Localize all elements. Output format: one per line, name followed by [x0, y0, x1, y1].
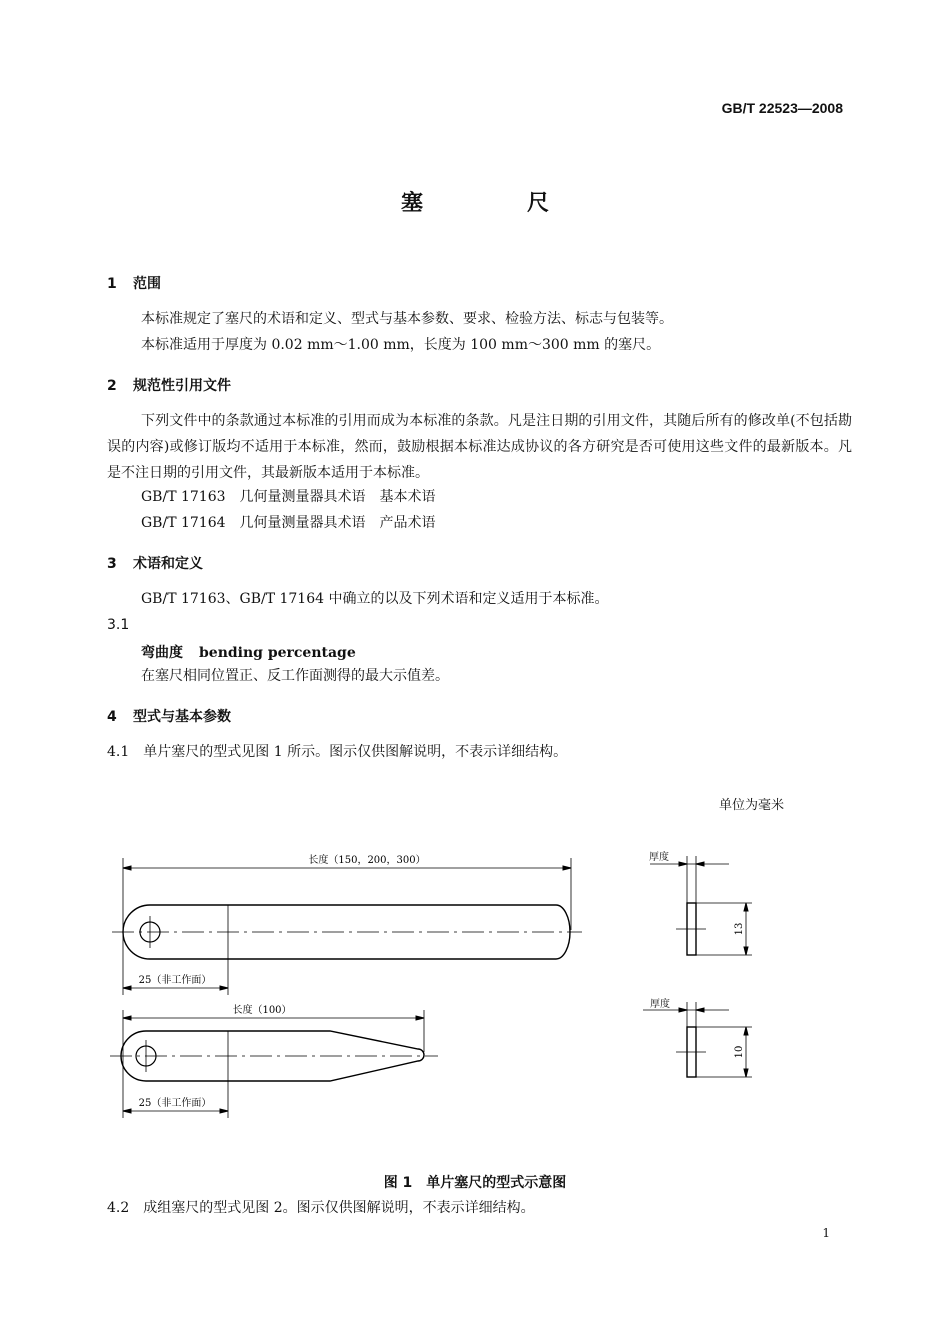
reference-code: GB/T 17164: [141, 515, 226, 531]
term-definition: 在塞尺相同位置正、反工作面测得的最大示值差。: [141, 668, 449, 684]
short-nonwork-label: 25（非工作面）: [138, 1098, 212, 1109]
section-title: 术语和定义: [133, 556, 203, 572]
thickness-label-2: 厚度: [650, 999, 670, 1010]
section-title: 型式与基本参数: [133, 709, 231, 725]
clause-4-1: 4.1 单片塞尺的型式见图 1 所示。图示仅供图解说明，不表示详细结构。: [107, 744, 568, 760]
reference-title: 几何量测量器具术语 产品术语: [239, 515, 436, 531]
reference-title: 几何量测量器具术语 基本术语: [239, 489, 436, 505]
section-number: 3: [107, 556, 117, 572]
term-english: bending percentage: [199, 645, 356, 661]
figure-caption: 图 1 单片塞尺的型式示意图: [383, 1175, 567, 1191]
sec2-paragraph-1: 下列文件中的条款通过本标准的引用而成为本标准的条款。凡是注日期的引用文件，其随后所有的修改单(不包括勘误的内容)或修订版均不适用于本标准，然而，鼓励根据本标准达成协议的各方研究是否可使用这些文件的最新版本。凡是不注日期的引用文件，其最新版本适用于本标准。: [107, 413, 852, 481]
section-title: 规范性引用文件: [133, 378, 231, 394]
sec3-paragraph-1: GB/T 17163、GB/T 17164 中确立的以及下列术语和定义适用于本标准。: [141, 591, 609, 607]
section-number: 4: [107, 709, 117, 725]
section-number: 2: [107, 378, 117, 394]
thickness-label-1: 厚度: [649, 852, 669, 863]
reference-code: GB/T 17163: [141, 489, 226, 505]
long-length-label: 长度（150，200，300）: [308, 855, 426, 866]
width-10-label: 10: [734, 1045, 745, 1059]
title-char-2: 尺: [527, 191, 550, 216]
page-number: 1: [822, 1226, 830, 1240]
sec1-paragraph-1: 本标准规定了塞尺的术语和定义、型式与基本参数、要求、检验方法、标志与包装等。: [141, 311, 673, 327]
section-number: 1: [107, 276, 117, 292]
title-char-1: 塞: [400, 191, 423, 216]
width-13-label: 13: [734, 922, 745, 936]
term-chinese: 弯曲度: [141, 645, 183, 661]
sec1-paragraph-2: 本标准适用于厚度为 0.02 mm～1.00 mm，长度为 100 mm～300 mm 的塞尺。: [141, 337, 661, 353]
short-length-label: 长度（100）: [232, 1005, 292, 1016]
clause-4-2: 4.2 成组塞尺的型式见图 2。图示仅供图解说明，不表示详细结构。: [107, 1200, 535, 1216]
long-nonwork-label: 25（非工作面）: [138, 975, 212, 986]
section-title: 范围: [133, 276, 161, 292]
subsection-number: 3.1: [107, 617, 130, 633]
unit-note: 单位为毫米: [718, 798, 784, 813]
standard-number: GB/T 22523—2008: [721, 100, 843, 116]
